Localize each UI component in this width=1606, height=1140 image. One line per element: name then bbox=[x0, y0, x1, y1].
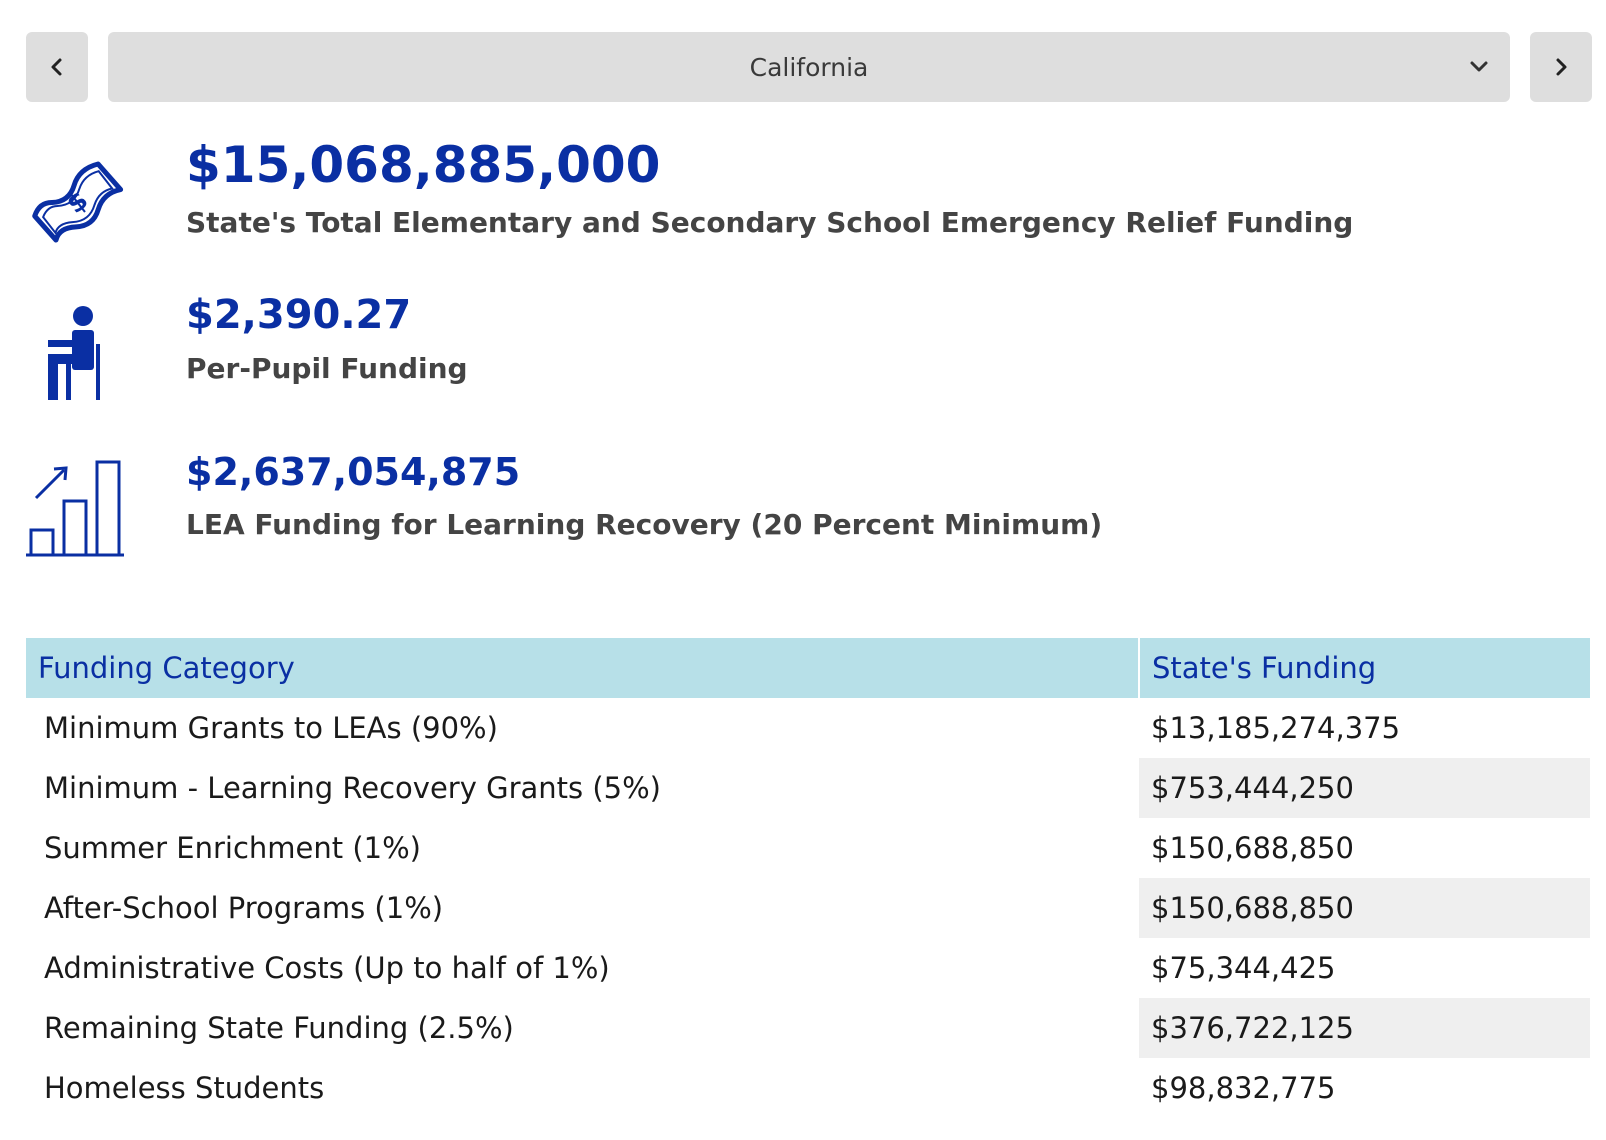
state-funding-cell: $98,832,775 bbox=[1151, 1071, 1336, 1105]
column-header-funding-category[interactable]: Funding Category bbox=[26, 638, 1139, 698]
state-funding-cell: $150,688,850 bbox=[1151, 831, 1354, 865]
student-desk-icon bbox=[26, 296, 136, 406]
state-funding-cell: $13,185,274,375 bbox=[1151, 711, 1401, 745]
chevron-right-icon bbox=[1550, 56, 1572, 78]
per-pupil-stat bbox=[26, 292, 1526, 406]
chevron-down-icon bbox=[1466, 54, 1492, 80]
table-row bbox=[26, 878, 1590, 938]
table-row bbox=[26, 818, 1590, 878]
funding-category-cell: Minimum Grants to LEAs (90%) bbox=[44, 711, 498, 745]
funding-category-cell: Minimum - Learning Recovery Grants (5%) bbox=[44, 771, 661, 805]
money-bill-icon bbox=[26, 148, 136, 258]
table-header-row bbox=[26, 638, 1590, 698]
state-funding-cell: $753,444,250 bbox=[1139, 758, 1590, 818]
state-navigation bbox=[26, 32, 1592, 102]
learning-recovery-stat bbox=[26, 452, 1526, 562]
learning-recovery-caption: LEA Funding for Learning Recovery (20 Percent Minimum) bbox=[186, 508, 1103, 541]
chevron-left-icon bbox=[46, 56, 68, 78]
state-select-dropdown[interactable] bbox=[108, 32, 1510, 102]
table-row bbox=[26, 938, 1590, 998]
table-row bbox=[26, 1058, 1590, 1118]
funding-category-cell: Summer Enrichment (1%) bbox=[44, 831, 421, 865]
per-pupil-amount: $2,390.27 bbox=[186, 292, 412, 338]
funding-category-cell: After-School Programs (1%) bbox=[44, 891, 444, 925]
column-header-state-funding[interactable]: State's Funding bbox=[1139, 638, 1590, 698]
learning-recovery-amount: $2,637,054,875 bbox=[186, 450, 521, 494]
funding-category-cell: Homeless Students bbox=[44, 1071, 325, 1105]
state-funding-cell: $150,688,850 bbox=[1139, 878, 1590, 938]
funding-category-cell: Remaining State Funding (2.5%) bbox=[44, 1011, 514, 1045]
state-funding-cell: $376,722,125 bbox=[1139, 998, 1590, 1058]
per-pupil-caption: Per-Pupil Funding bbox=[186, 352, 468, 385]
selected-state-label: California bbox=[749, 52, 869, 82]
state-funding-cell: $75,344,425 bbox=[1151, 951, 1336, 985]
total-funding-amount: $15,068,885,000 bbox=[186, 136, 661, 194]
table-row bbox=[26, 698, 1590, 758]
total-funding-stat bbox=[26, 136, 1526, 258]
table-row bbox=[26, 758, 1590, 818]
funding-table bbox=[26, 638, 1590, 1118]
svg-text:$: $ bbox=[61, 185, 95, 221]
growth-bar-chart-icon bbox=[26, 452, 136, 562]
funding-category-cell: Administrative Costs (Up to half of 1%) bbox=[44, 951, 610, 985]
total-funding-caption: State's Total Elementary and Secondary School Emergency Relief Funding bbox=[186, 206, 1354, 239]
table-row bbox=[26, 998, 1590, 1058]
next-state-button[interactable] bbox=[1530, 32, 1592, 102]
previous-state-button[interactable] bbox=[26, 32, 88, 102]
